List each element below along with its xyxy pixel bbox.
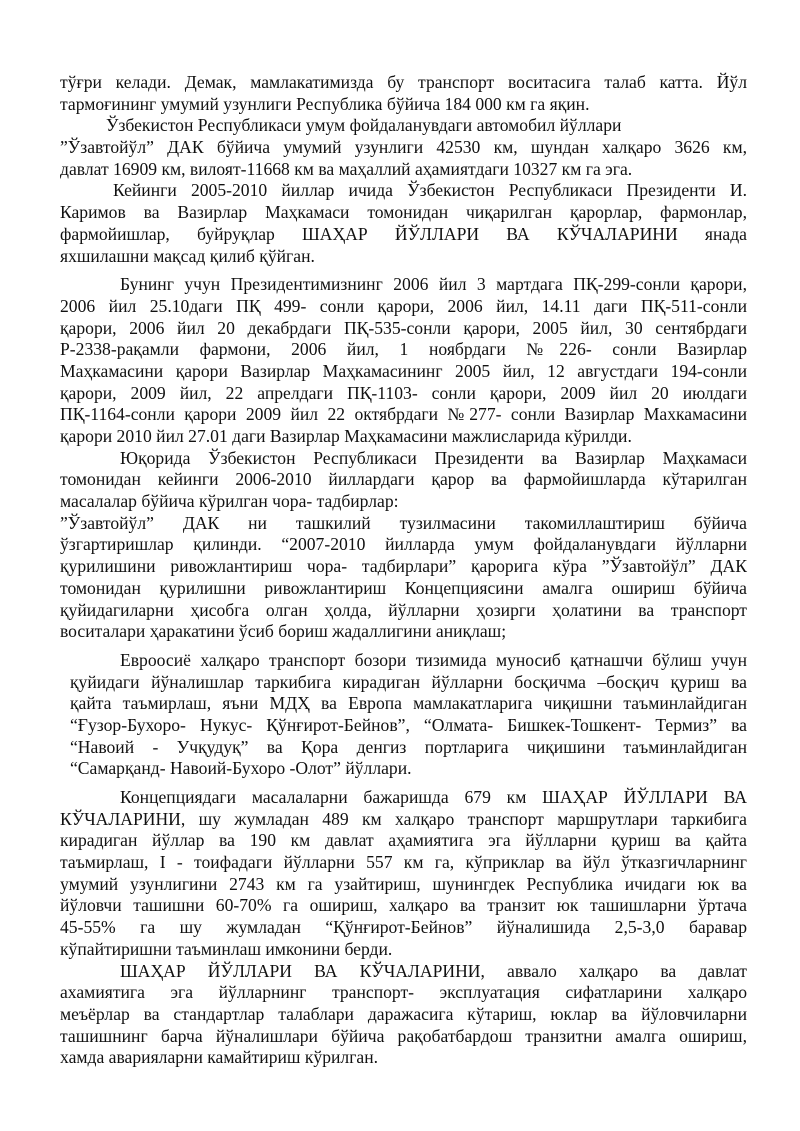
text-line: “Самарқанд- Навоий-Бухоро -Олот” йўллари.	[70, 758, 412, 779]
text-line: томонидан кейинги 2006-2010 йиллардаги қарор ва фармойишларда кўтарилган	[60, 469, 747, 490]
text-line: қарори 2010 йил 27.01 даги Вазирлар Маҳкамасини мажлисларида кўрилди.	[60, 426, 632, 446]
text-line: Каримов ва Вазирлар Маҳкамаси томонидан чиқарилган қарорлар, фармонлар,	[60, 202, 747, 223]
paragraph	[60, 448, 747, 513]
paragraph	[60, 787, 747, 961]
text-line: Кейинги 2005-2010 йиллар ичида Ўзбекистон Республикаси Президенти И.	[113, 180, 747, 201]
document-page	[60, 72, 747, 1069]
paragraph	[60, 115, 747, 180]
paragraph	[60, 180, 747, 267]
text-line: ташишнинг барча йўналишлари бўйича рақобатбардош транзитни амалга ошириш,	[60, 1025, 747, 1046]
text-line: кўпайтиришни таъминлаш имконини берди.	[60, 938, 393, 959]
text-line: йўловчи ташишни 60-70% га ошириш, халқаро ва транзит юк ташишларни ўртача	[60, 895, 747, 916]
text-line: воситалари ҳаракатини ўсиб бориш жадаллигини аниқлаш;	[60, 621, 507, 642]
text-line: Юқорида Ўзбекистон Республикаси Президенти ва Вазирлар Маҳкамаси	[120, 447, 747, 468]
text-line: қурилишини ривожлантириш чора- тадбирлари” қарорига кўра ”Ўзавтойўл” ДАК	[60, 556, 747, 577]
text-line: қарори, 2006 йил 20 декабрдаги ПҚ-535-сонли қарори, 2005 йил, 30 сентябрдаги	[60, 317, 747, 338]
text-line: тўғри келади. Демак, мамлакатимизда бу транспорт воситасига талаб катта. Йўл	[60, 72, 747, 92]
paragraph	[60, 650, 747, 780]
text-line: хамда аварияларни камайтириш кўрилган.	[60, 1047, 379, 1068]
text-line: 2006 йил 25.10даги ПҚ 499- сонли қарори, 2006 йил, 14.11 даги ПҚ-511-сонли	[60, 295, 747, 316]
text-line: меъёрлар ва стандартлар талаблари даражасига кўтариш, юклар ва йўловчиларни	[60, 1003, 747, 1024]
text-line: таъмирлаш, I - тоифадаги йўлларни 557 км га, кўприклар ва йўл ўтказгичларнинг	[60, 852, 747, 873]
text-line: ПҚ-1164-сонли қарори 2009 йил 22 октябрдаги №277- сонли Вазирлар Махкамасини	[60, 404, 747, 425]
paragraph	[60, 72, 747, 115]
text-line: давлат 16909 км, вилоят-11668 км ва маҳаллий аҳамиятдаги 10327 км га эга.	[60, 158, 633, 179]
paragraph	[60, 513, 747, 643]
text-line: Евроосиё халқаро транспорт бозори тизимида муносиб қатнашчи бўлиш учун	[120, 649, 747, 670]
text-line: Концепциядаги масалаларни бажаришда 679 км ШАҲАР ЙЎЛЛАРИ ВА	[120, 787, 747, 807]
text-line: Маҳкамасини қарори Вазирлар Маҳкамасининг 2005 йил, 12 августдаги 194-сонли	[60, 360, 747, 381]
text-line: ”Ўзавтойўл” ДАК ни ташкилий тузилмасини такомиллаштириш бўйича	[60, 512, 747, 533]
text-line: тармоғининг умумий узунлиги Республика бўйича 184 000 км га яқин.	[60, 93, 590, 114]
text-line: КЎЧАЛАРИНИ, шу жумладан 489 км халқаро транспорт маршрутлари таркибига	[60, 808, 747, 829]
text-line: “Навоий - Учқудуқ” ва Қора денгиз портларига чиқишини таъминлайдиган	[70, 736, 747, 757]
text-line: ахамиятига эга йўлларнинг транспорт- эксплуатация сифатларини халқаро	[60, 982, 747, 1003]
text-line: томонидан қурилишни ривожлантириш Концепциясини амалга ошириш бўйича	[60, 577, 747, 598]
text-line: масалалар бўйича кўрилган чора- тадбирлар:	[60, 491, 399, 512]
paragraph	[60, 961, 747, 1069]
text-line: Ўзбекистон Республикаси умум фойдаланувдаги автомобил йўллари	[106, 115, 622, 136]
text-line: ”Ўзавтойўл” ДАК бўйича умумий узунлиги 42530 км, шундан халқаро 3626 км,	[60, 137, 747, 158]
text-line: ШАҲАР ЙЎЛЛАРИ ВА КЎЧАЛАРИНИ, аввало халқаро ва давлат	[120, 960, 747, 981]
paragraph	[60, 274, 747, 448]
text-line: яхшилашни мақсад қилиб қўйган.	[60, 245, 315, 266]
text-line: кирадиган йўллар ва 190 км давлат аҳамиятига эга йўлларни қуриш ва қайта	[60, 830, 747, 851]
text-line: фармойишлар, буйруқлар ШАҲАР ЙЎЛЛАРИ ВА КЎЧАЛАРИНИ янада	[60, 223, 747, 244]
text-line: қуйидагиларни ҳисобга олган ҳолда, йўлларни ҳозирги ҳолатини ва транспорт	[60, 599, 747, 620]
text-line: қуйидаги йўналишлар таркибига кирадиган йўлларни босқичма –босқич қуриш ва	[70, 671, 747, 692]
text-line: 45-55% га шу жумладан “Қўнғирот-Бейнов” йўналишида 2,5-3,0 баравар	[60, 917, 747, 938]
text-line: қайта таъмирлаш, яъни МДҲ ва Европа мамлакатларига чиқишни таъминлайдиган	[70, 693, 747, 714]
text-line: ўзгартиришлар қилинди. “2007-2010 йилларда умум фойдаланувдаги йўлларни	[60, 534, 747, 555]
text-line: умумий узунлигини 2743 км га узайтириш, шунингдек Республика ичидаги юк ва	[60, 873, 747, 894]
text-line: Бунинг учун Президентимизнинг 2006 йил 3 мартдага ПҚ-299-сонли қарори,	[120, 274, 747, 295]
text-line: Р-2338-рақамли фармони, 2006 йил, 1 ноябрдаги №226- сонли Вазирлар	[60, 339, 747, 360]
text-line: “Ғузор-Бухоро- Нукус- Қўнғирот-Бейнов”, “Олмата- Бишкек-Тошкент- Термиз” ва	[70, 714, 747, 735]
text-line: қарори, 2009 йил, 22 апрелдаги ПҚ-1103- сонли қарори, 2009 йил 20 июлдаги	[60, 382, 747, 403]
